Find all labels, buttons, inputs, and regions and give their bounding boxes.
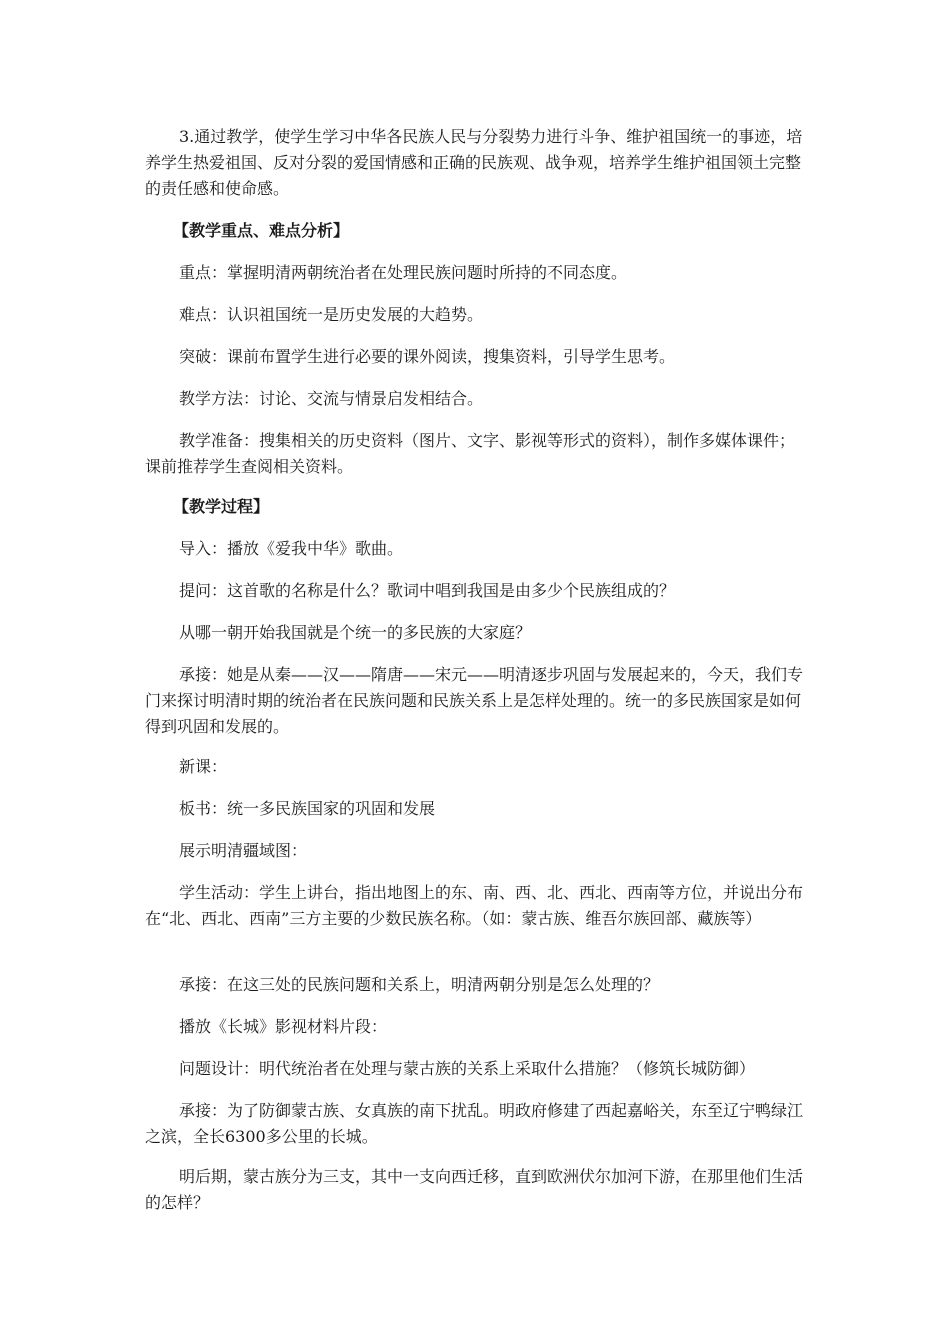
great-wall-paragraph: 承接：为了防御蒙古族、女真族的南下扰乱。明政府修建了西起嘉峪关，东至辽宁鸭绿江之滨，全长6300多公里的长城。 (145, 1101, 804, 1146)
intro-paragraph: 导入：播放《爱我中华》歌曲。 (179, 539, 404, 558)
breakthrough-paragraph: 突破：课前布置学生进行必要的课外阅读，搜集资料，引导学生思考。 (179, 347, 676, 366)
question-design-paragraph: 问题设计：明代统治者在处理与蒙古族的关系上采取什么措施？（修筑长城防御） (179, 1059, 756, 1078)
map-display-paragraph: 展示明清疆域图： (179, 841, 308, 860)
section-heading-key-points: 【教学重点、难点分析】 (173, 221, 350, 240)
teaching-preparation-paragraph: 教学准备：搜集相关的历史资料（图片、文字、影视等形式的资料），制作多媒体课件；课前推荐学生查阅相关资料。 (145, 431, 796, 476)
question-followup-paragraph: 从哪一朝开始我国就是个统一的多民族的大家庭？ (179, 623, 532, 642)
difficulty-paragraph: 难点：认识祖国统一是历史发展的大趋势。 (179, 305, 484, 324)
transition-two-paragraph: 承接：在这三处的民族问题和关系上，明清两朝分别是怎么处理的？ (179, 975, 660, 994)
objective-paragraph: 3.通过教学，使学生学习中华各民族人民与分裂势力进行斗争、维护祖国统一的事迹，培养学生热爱祖国、反对分裂的爱国情感和正确的民族观、战争观，培养学生维护祖国领土完整的责任感和使命感。 (145, 127, 803, 198)
teaching-method-paragraph: 教学方法：讨论、交流与情景启发相结合。 (179, 389, 484, 408)
board-writing-paragraph: 板书：统一多民族国家的巩固和发展 (179, 799, 436, 818)
video-paragraph: 播放《长城》影视材料片段： (179, 1017, 388, 1036)
student-activity-paragraph: 学生活动：学生上讲台，指出地图上的东、南、西、北、西北、西南等方位，并说出分布在“北、西北、西南”三方主要的少数民族名称。（如：蒙古族、维吾尔族回部、藏族等） (145, 883, 804, 928)
section-heading-process: 【教学过程】 (173, 497, 270, 516)
mongol-migration-paragraph: 明后期，蒙古族分为三支，其中一支向西迁移，直到欧洲伏尔加河下游，在那里他们生活的怎样？ (145, 1167, 804, 1212)
new-lesson-paragraph: 新课： (179, 757, 228, 776)
key-point-paragraph: 重点：掌握明清两朝统治者在处理民族问题时所持的不同态度。 (179, 263, 628, 282)
transition-paragraph: 承接：她是从秦——汉——隋唐——宋元——明清逐步巩固与发展起来的，今天，我们专门来探讨明清时期的统治者在民族问题和民族关系上是怎样处理的。统一的多民族国家是如何得到巩固和发展的。 (145, 665, 804, 736)
question-paragraph: 提问：这首歌的名称是什么？歌词中唱到我国是由多少个民族组成的？ (179, 581, 676, 600)
